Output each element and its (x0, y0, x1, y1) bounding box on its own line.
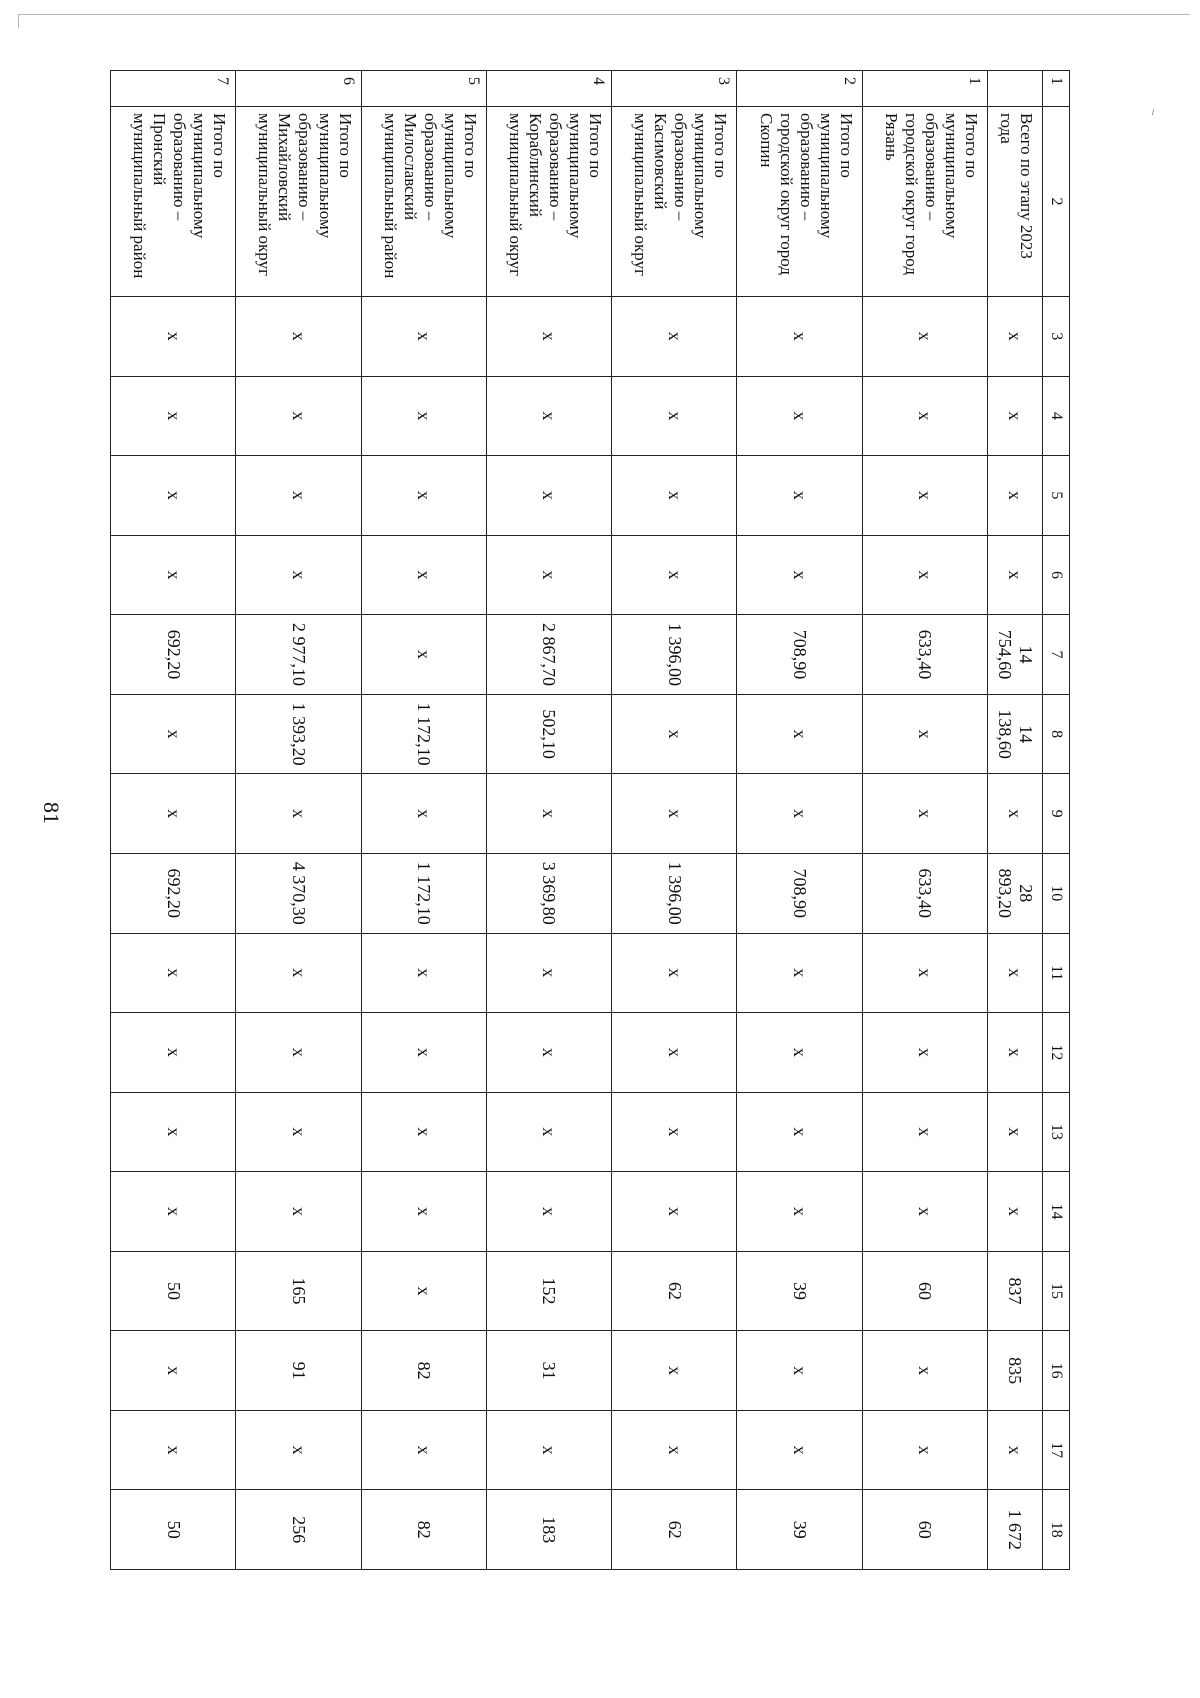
row-number: 3 (612, 71, 737, 107)
header-row (1043, 71, 1070, 1570)
table-row (236, 71, 361, 1570)
column-header-4: 4 (1043, 376, 1070, 456)
table-cell: 708,90 (737, 615, 862, 695)
column-header-16: 16 (1043, 1331, 1070, 1411)
table-cell: x (111, 1092, 236, 1172)
table-cell: x (987, 1410, 1042, 1490)
table-cell: x (862, 297, 987, 377)
table-cell: 62 (612, 1490, 737, 1570)
table-cell: x (361, 1410, 486, 1490)
table-cell: x (612, 456, 737, 536)
table-cell: 2 867,70 (486, 615, 611, 695)
table-cell: x (987, 1013, 1042, 1093)
table-cell: x (987, 1172, 1042, 1252)
table-cell: 3 369,80 (486, 853, 611, 933)
table-cell: x (737, 376, 862, 456)
table-cell: 39 (737, 1490, 862, 1570)
table-cell: 14 754,60 (987, 615, 1042, 695)
table-cell: x (862, 774, 987, 854)
table-cell: x (862, 456, 987, 536)
table-row (111, 71, 236, 1570)
data-table (110, 70, 1070, 1570)
table-cell: 708,90 (737, 853, 862, 933)
table-cell: x (486, 297, 611, 377)
table-cell: x (987, 376, 1042, 456)
table-cell: x (486, 1092, 611, 1172)
column-header-14: 14 (1043, 1172, 1070, 1252)
table-cell: x (111, 1172, 236, 1252)
table-cell: 835 (987, 1331, 1042, 1411)
table-cell: x (612, 1092, 737, 1172)
table-cell: x (111, 774, 236, 854)
table-cell: x (862, 1092, 987, 1172)
table-cell: x (111, 535, 236, 615)
table-cell: x (236, 1172, 361, 1252)
table-cell: x (987, 297, 1042, 377)
table-cell: 1 172,10 (361, 694, 486, 774)
table-cell: x (862, 1410, 987, 1490)
row-name: Итого по муниципальному образованию – Милославский муниципальный район (361, 107, 486, 297)
table-cell: x (737, 694, 862, 774)
table-cell: x (361, 615, 486, 695)
table-row (862, 71, 987, 1570)
column-header-10: 10 (1043, 853, 1070, 933)
table-cell: x (486, 774, 611, 854)
table-cell: x (361, 376, 486, 456)
table-cell: x (612, 774, 737, 854)
table-row (486, 71, 611, 1570)
table-cell: 14 138,60 (987, 694, 1042, 774)
row-number (987, 71, 1042, 107)
row-number: 7 (111, 71, 236, 107)
table-cell: x (236, 1013, 361, 1093)
column-header-13: 13 (1043, 1092, 1070, 1172)
table-cell: x (612, 535, 737, 615)
table-cell: x (111, 376, 236, 456)
row-number: 1 (862, 71, 987, 107)
table-cell: x (486, 535, 611, 615)
table-cell: x (236, 456, 361, 536)
table-container (110, 70, 1070, 1570)
table-cell: x (236, 1410, 361, 1490)
column-header-9: 9 (1043, 774, 1070, 854)
table-cell: x (737, 1331, 862, 1411)
table-cell: 39 (737, 1251, 862, 1331)
table-cell: 60 (862, 1490, 987, 1570)
table-row (612, 71, 737, 1570)
table-cell: x (737, 297, 862, 377)
table-cell: x (862, 376, 987, 456)
table-row (737, 71, 862, 1570)
row-name: Итого по муниципальному образованию – Кораблинский муниципальный округ (486, 107, 611, 297)
table-cell: x (862, 694, 987, 774)
table-cell: x (486, 933, 611, 1013)
table-cell: 82 (361, 1490, 486, 1570)
table-cell: x (612, 933, 737, 1013)
table-cell: x (612, 1331, 737, 1411)
table-cell: x (111, 1331, 236, 1411)
table-cell: 31 (486, 1331, 611, 1411)
table-cell: x (111, 933, 236, 1013)
table-cell: 502,10 (486, 694, 611, 774)
table-body (111, 71, 1043, 1570)
table-cell: x (361, 456, 486, 536)
table-cell: 183 (486, 1490, 611, 1570)
column-header-6: 6 (1043, 535, 1070, 615)
table-cell: 1 396,00 (612, 853, 737, 933)
table-cell: x (612, 297, 737, 377)
table-cell: x (361, 1172, 486, 1252)
table-cell: x (987, 774, 1042, 854)
table-cell: x (236, 1092, 361, 1172)
table-cell: 1 672 (987, 1490, 1042, 1570)
table-cell: 1 396,00 (612, 615, 737, 695)
column-header-5: 5 (1043, 456, 1070, 536)
column-header-3: 3 (1043, 297, 1070, 377)
table-cell: 50 (111, 1251, 236, 1331)
row-name: Всего по этапу 2023 года (987, 107, 1042, 297)
table-cell: 1 393,20 (236, 694, 361, 774)
row-name: Итого по муниципальному образованию – Михайловский муниципальный округ (236, 107, 361, 297)
table-cell: 4 370,30 (236, 853, 361, 933)
table-cell: x (862, 933, 987, 1013)
table-cell: x (737, 933, 862, 1013)
column-header-17: 17 (1043, 1410, 1070, 1490)
table-cell: 1 172,10 (361, 853, 486, 933)
table-cell: 91 (236, 1331, 361, 1411)
table-cell: x (361, 774, 486, 854)
column-header-8: 8 (1043, 694, 1070, 774)
column-header-18: 18 (1043, 1490, 1070, 1570)
row-number: 6 (236, 71, 361, 107)
table-cell: x (111, 456, 236, 536)
table-cell: x (612, 1172, 737, 1252)
table-cell: x (361, 297, 486, 377)
table-cell: x (361, 933, 486, 1013)
table-cell: x (612, 694, 737, 774)
row-name: Итого по муниципальному образованию – Пронский муниципальный район (111, 107, 236, 297)
table-cell: 152 (486, 1251, 611, 1331)
table-cell: 837 (987, 1251, 1042, 1331)
column-header-12: 12 (1043, 1013, 1070, 1093)
table-cell: x (111, 694, 236, 774)
column-header-2: 2 (1043, 107, 1070, 297)
table-cell: 633,40 (862, 853, 987, 933)
table-cell: 28 893,20 (987, 853, 1042, 933)
table-cell: x (612, 376, 737, 456)
table-cell: 165 (236, 1251, 361, 1331)
scan-edge-left (18, 14, 20, 28)
table-cell: x (111, 1410, 236, 1490)
table-cell: x (737, 1172, 862, 1252)
table-cell: x (862, 1013, 987, 1093)
table-cell: x (236, 535, 361, 615)
column-header-7: 7 (1043, 615, 1070, 695)
table-cell: 633,40 (862, 615, 987, 695)
table-cell: x (737, 1410, 862, 1490)
table-cell: 692,20 (111, 853, 236, 933)
table-cell: x (486, 376, 611, 456)
row-number: 2 (737, 71, 862, 107)
table-cell: x (862, 1331, 987, 1411)
table-cell: x (361, 1013, 486, 1093)
row-name: Итого по муниципальному образованию – городской округ город Скопин (737, 107, 862, 297)
table-cell: x (486, 1410, 611, 1490)
column-header-1: 1 (1043, 71, 1070, 107)
table-cell: x (111, 1013, 236, 1093)
table-cell: 60 (862, 1251, 987, 1331)
table-cell: 256 (236, 1490, 361, 1570)
table-cell: x (737, 456, 862, 536)
table-cell: x (612, 1013, 737, 1093)
column-header-11: 11 (1043, 933, 1070, 1013)
table-cell: x (987, 933, 1042, 1013)
table-cell: x (486, 456, 611, 536)
table-cell: x (361, 1251, 486, 1331)
table-cell: x (862, 535, 987, 615)
row-number: 5 (361, 71, 486, 107)
table-cell: x (236, 774, 361, 854)
row-name: Итого по муниципальному образованию – городской округ город Рязань (862, 107, 987, 297)
table-cell: x (236, 933, 361, 1013)
table-cell: x (737, 535, 862, 615)
column-header-15: 15 (1043, 1251, 1070, 1331)
table-cell: 62 (612, 1251, 737, 1331)
table-cell: x (612, 1410, 737, 1490)
table-row (361, 71, 486, 1570)
table-cell: x (862, 1172, 987, 1252)
table-cell: 50 (111, 1490, 236, 1570)
table-cell: x (361, 535, 486, 615)
scan-mark: ⸝ (1145, 102, 1159, 119)
table-cell: x (236, 297, 361, 377)
table-cell: x (486, 1013, 611, 1093)
table-cell: x (737, 1092, 862, 1172)
table-cell: 692,20 (111, 615, 236, 695)
table-cell: x (737, 774, 862, 854)
row-number: 4 (486, 71, 611, 107)
page-number: 81 (39, 802, 64, 824)
table-cell: x (737, 1013, 862, 1093)
table-cell: x (486, 1172, 611, 1252)
scan-edge (18, 14, 1190, 16)
table-cell: x (987, 456, 1042, 536)
table-cell: x (987, 535, 1042, 615)
table-cell: 2 977,10 (236, 615, 361, 695)
table-cell: 82 (361, 1331, 486, 1411)
table-cell: x (236, 376, 361, 456)
table-cell: x (987, 1092, 1042, 1172)
table-cell: x (111, 297, 236, 377)
row-name: Итого по муниципальному образованию – Касимовский муниципальный округ (612, 107, 737, 297)
table-cell: x (361, 1092, 486, 1172)
table-row (987, 71, 1042, 1570)
